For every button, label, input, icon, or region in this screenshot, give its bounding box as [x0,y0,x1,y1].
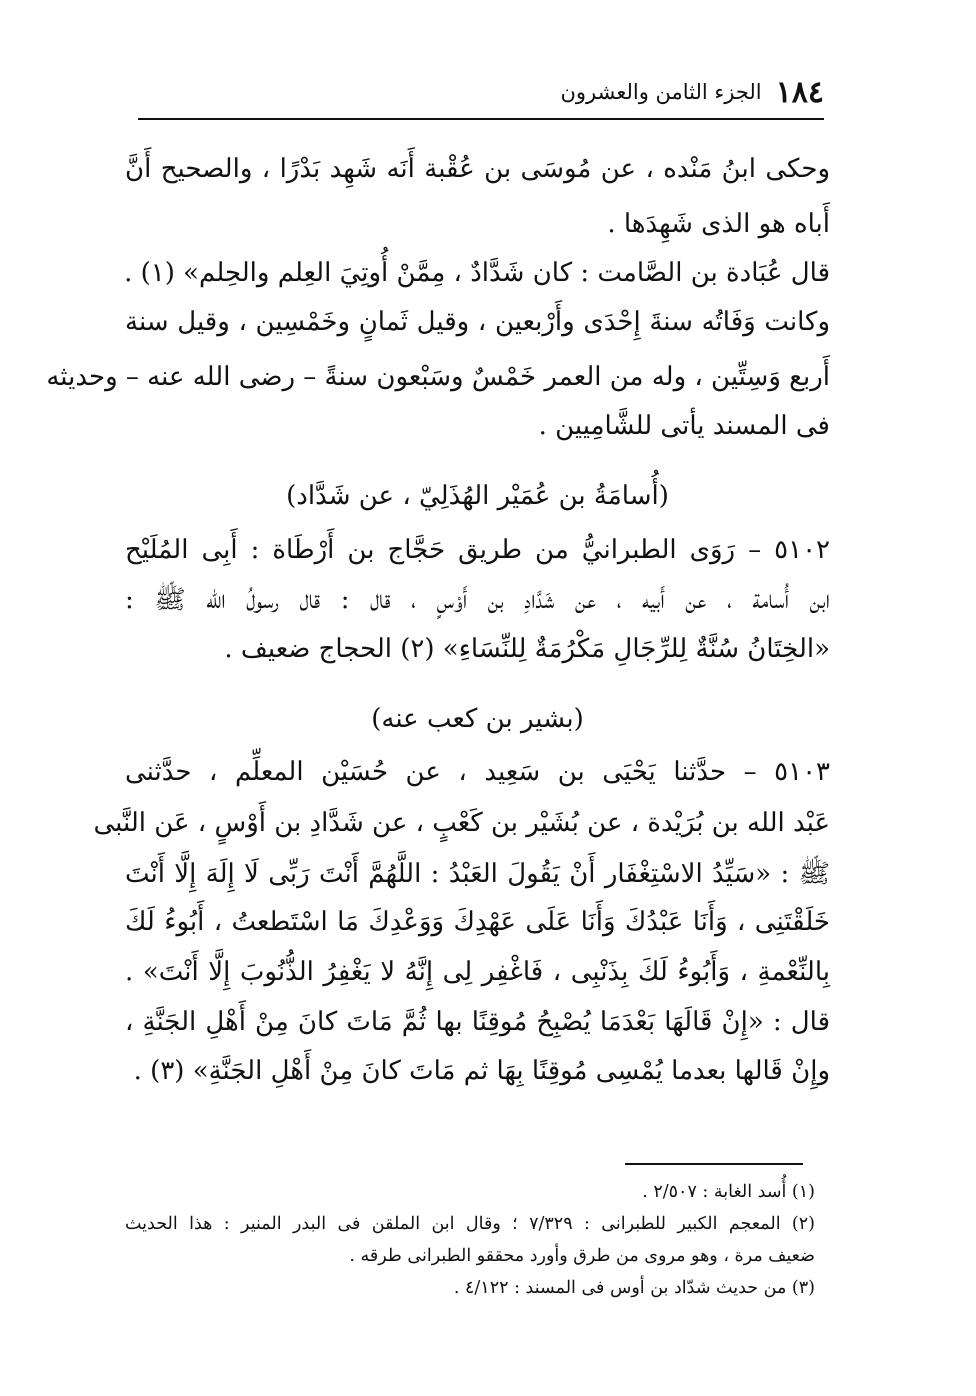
hadith-line: ٥١٠٣ – حدَّثنا يَحْيَى بن سَعِيد ، عن حُسَيْن المعلِّم ، حدَّثنى [125,757,830,787]
hadith-line: خَلَقْتَنِى ، وَأَنَا عَبْدُكَ وَأَنَا عَلَى عَهْدِكَ وَوَعْدِكَ مَا اسْتَطعتُ ، أَبُوءُ لَكَ [125,907,830,937]
intro-line: وحكى ابنُ مَنْده ، عن مُوسَى بن عُقْبة أَنَه شَهِد بَدْرًا ، والصحيح أَنَّ [125,154,830,184]
footnote-line: (١) أُسد الغابة : ٢/٥٠٧ . [642,1182,815,1202]
intro-line: أَباه هو الذى شَهِدَها . [607,209,830,239]
intro-line: قال عُبَادة بن الصَّامت : كان شَدَّادٌ ، مِمَّنْ أُوتِيَ العِلم والحِلم» (١) . [124,258,830,288]
hadith-line: بِالنِّعْمةِ ، وَأَبُوءُ لَكَ بِذَنْبِى ، فَاغْفِر لِى إِنَّهُ لا يَغْفِرُ الذُّنُوبَ إِلَّا أَنْتَ» . [125,957,830,987]
footnote-line: (٢) المعجم الكبير للطبرانى : ٧/٣٢٩ ؛ وقال ابن الملقن فى البدر المنير : هذا الحديث [125,1214,815,1234]
footnote-line: ضعيف مرة ، وهو مروى من طرق وأورد محققو الطبرانى طرقه . [349,1246,815,1266]
hadith-line: قال : «إِنْ قَالَهَا بَعْدَمَا يُصْبِحُ مُوقِنًا بها ثُمَّ مَاتَ كانَ مِنْ أَهْلِ الجَنَّةِ ، [125,1007,830,1037]
intro-line: وكانت وَفَاتُه سنةَ إِحْدَى وأَرْبعين ، وقيل ثَمانٍ وخَمْسِين ، وقيل سنة [125,307,830,337]
section-heading-bashir: (بشير بن كعب عنه) [371,704,584,734]
section-heading-usama: (أُسامَةُ بن عُمَيْر الهُذَلِيّ ، عن شَدَّاد) [286,481,669,511]
page-number: ١٨٤ [775,74,824,110]
footnote-line: (٣) من حديث شدّاد بن أوس فى المسند : ٤/١٢٢ . [453,1278,815,1298]
hadith-line: ﷺ : «سَيِّدُ الاسْتِغْفَار أَنْ يَقُولَ العَبْدُ : اللَّهُمَّ أَنْتَ رَبِّى لَا إِلَهَ إِلَّا أَنْتَ [125,859,830,889]
hadith-line: «الخِتَانُ سُنَّةٌ لِلرِّجَالِ مَكْرُمَةٌ لِلنِّسَاءِ» (٢) الحجاج ضعيف . [224,634,830,664]
hadith-line: وإِنْ قَالها بعدما يُمْسِى مُوقِنًا بِهَا ثم مَاتَ كانَ مِنْ أَهْلِ الجَنَّةِ» (٣) . [133,1056,830,1086]
intro-line: فى المسند يأتى للشَّامِيين . [538,411,830,441]
hadith-line: عَبْد الله بن بُرَيْدة ، عن بُشَيْر بن كَعْبٍ ، عن شَدَّادِ بن أَوْسٍ ، عَن النَّبى [93,808,830,838]
footnote-separator [625,1163,803,1165]
hadith-line: ٥١٠٢ – رَوَى الطبرانيُّ من طريق حَجَّاج بن أَرْطَاة : أَبِى المُلَيْح [125,535,830,565]
page-header [138,66,824,120]
intro-line: أَربع وَسِتِّين ، وله من العمر خَمْسٌ وسَبْعون سنةً – رضى الله عنه – وحديثه [46,362,830,392]
running-head: الجزء الثامن والعشرون [560,80,762,104]
hadith-line: ابن أُسامة ، عن أَبيه ، عن شَدَّادِ بن أَوْسٍ ، قال : قال رسولُ الله ﷺ : [125,585,830,615]
